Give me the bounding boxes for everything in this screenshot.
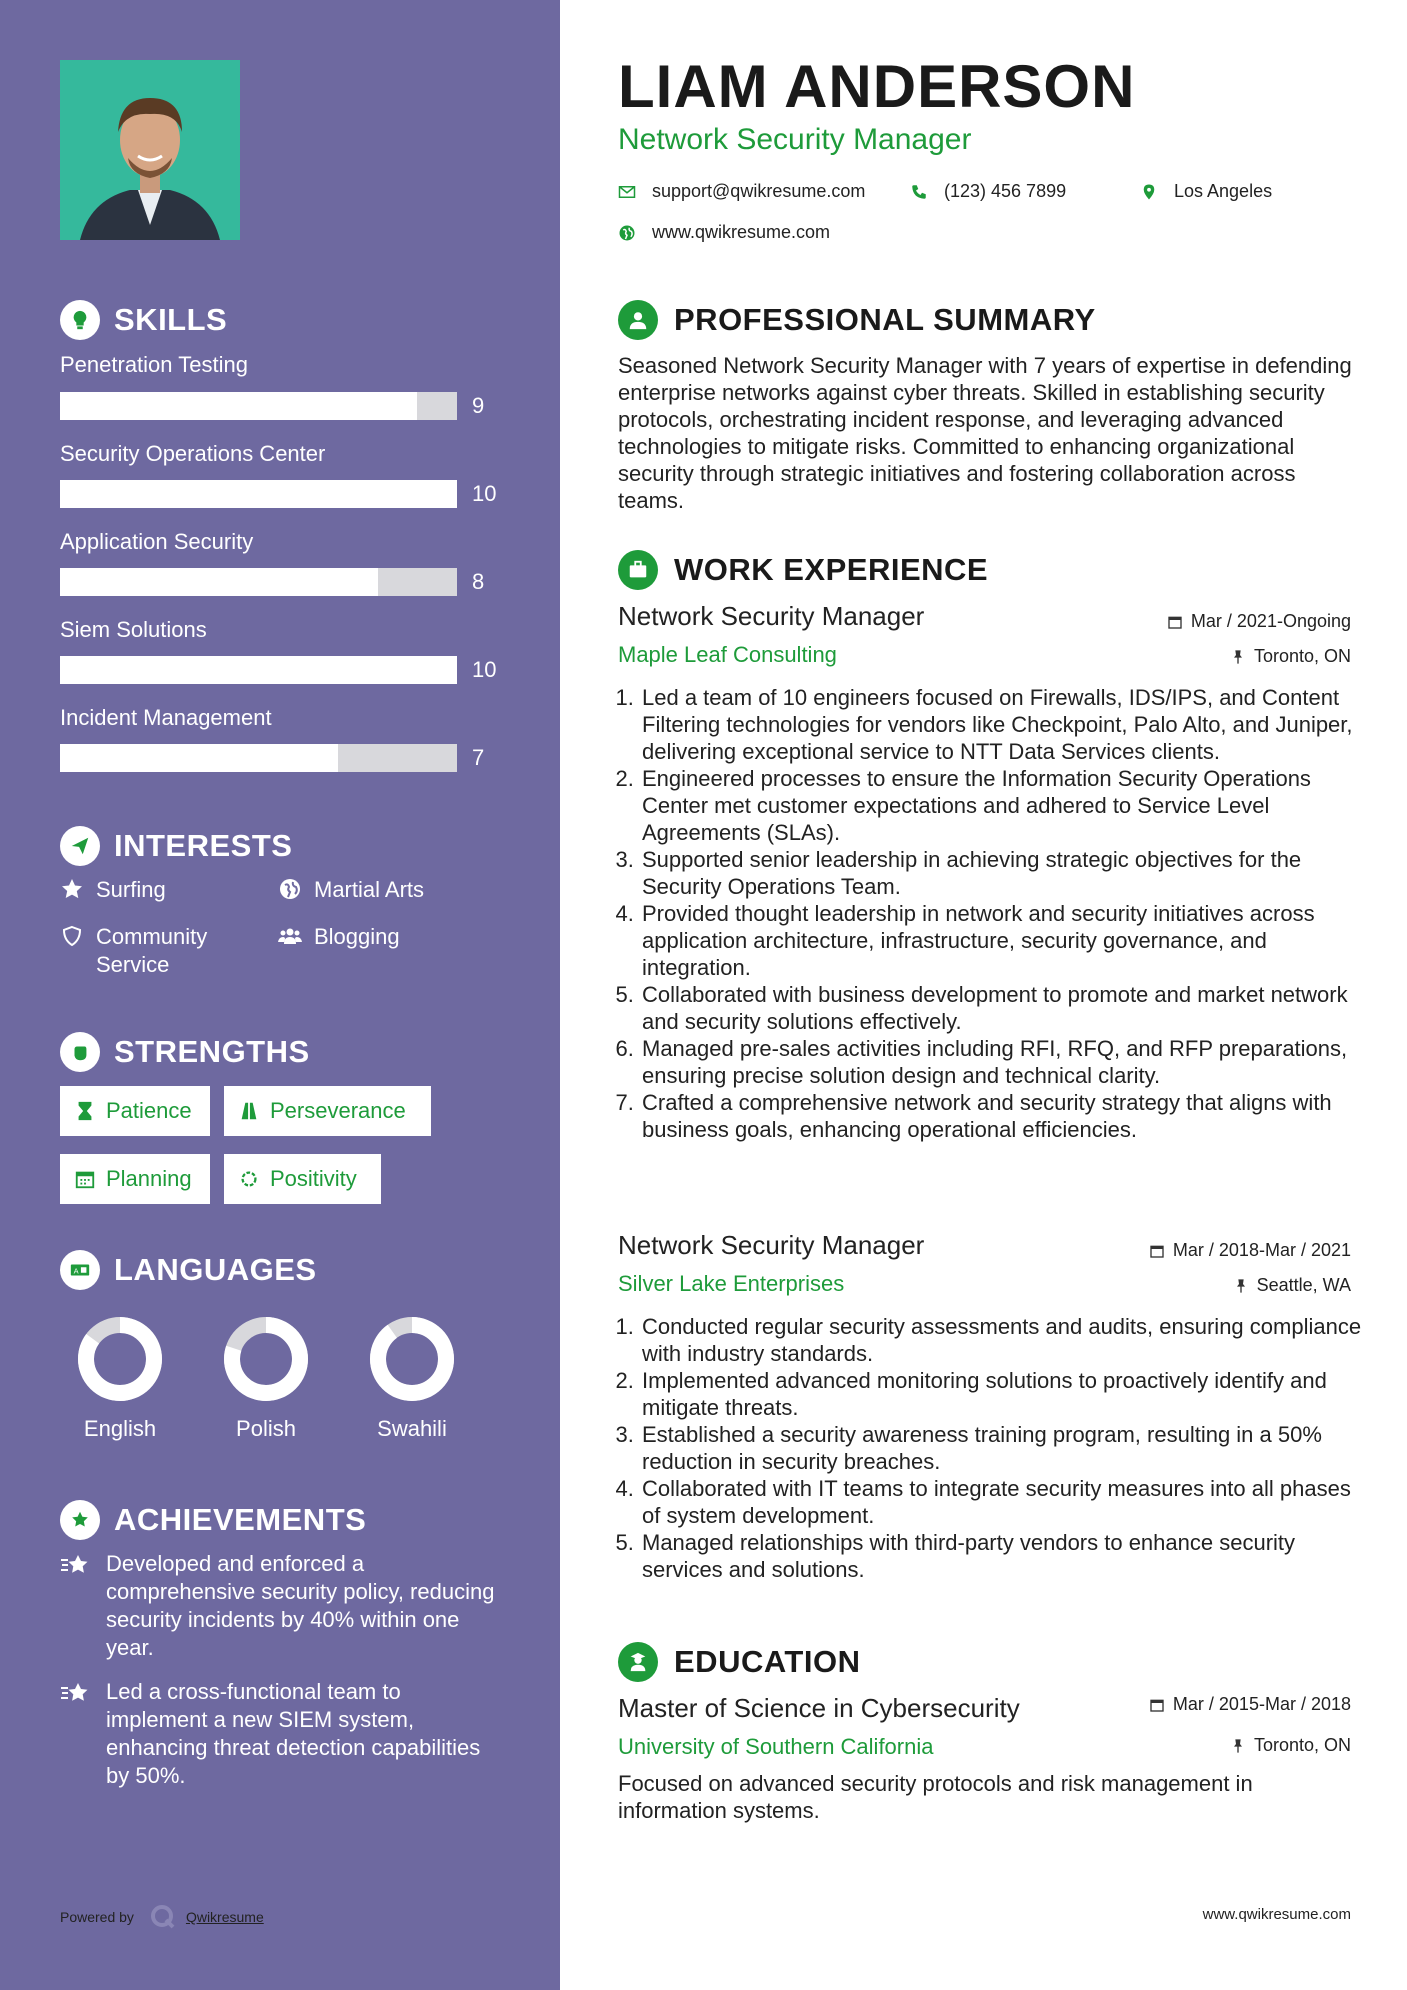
skill-value: 9 bbox=[472, 393, 485, 418]
skills-title: SKILLS bbox=[114, 302, 228, 337]
list-item: 1. Led a team of 10 engineers focused on Firewalls, IDS/IPS, and Content Filtering technologies for vendors like Checkpoint, Palo Alto, and Juniper, delivering exceptional service to NTT Data Services clients. bbox=[640, 684, 1370, 765]
qwikresume-logo-icon bbox=[150, 1904, 176, 1930]
list-item: 3. Supported senior leadership in achieving strategic objectives for the Security Operations Team. bbox=[640, 846, 1370, 900]
job-date bbox=[1149, 1240, 1351, 1261]
interest-label: Surfing bbox=[96, 877, 166, 902]
globe-icon bbox=[618, 224, 636, 242]
skill-bar-fill bbox=[60, 656, 457, 684]
list-item: 1. Conducted regular security assessments and audits, ensuring compliance with industry standards. bbox=[640, 1313, 1370, 1367]
powered-by-label: Powered by bbox=[60, 1909, 134, 1925]
job-date bbox=[1167, 611, 1351, 632]
skill-bar bbox=[60, 744, 457, 772]
road-icon bbox=[238, 1100, 260, 1122]
skill-name: Application Security bbox=[60, 529, 254, 554]
skill-bar bbox=[60, 656, 457, 684]
skill-bar-fill bbox=[60, 392, 417, 420]
language-label: Swahili bbox=[377, 1416, 447, 1441]
strength-badge bbox=[224, 1086, 431, 1136]
footer-website[interactable]: www.qwikresume.com bbox=[1202, 1906, 1351, 1923]
job-location-text: Toronto, ON bbox=[1253, 646, 1351, 666]
job-location bbox=[1230, 646, 1351, 667]
experience-heading bbox=[618, 550, 988, 590]
languages-heading bbox=[60, 1250, 317, 1290]
language-label: English bbox=[83, 1416, 157, 1441]
interest-label: Community Service bbox=[96, 924, 208, 977]
education-degree: Master of Science in Cybersecurity bbox=[618, 1693, 1020, 1723]
pushpin-icon bbox=[1230, 1738, 1246, 1754]
skill-bar-fill bbox=[60, 744, 338, 772]
job-role: Network Security Manager bbox=[618, 601, 925, 631]
skill-value: 8 bbox=[472, 569, 485, 594]
main-content bbox=[560, 0, 1407, 1990]
achievement-item bbox=[60, 1550, 500, 1662]
job-company: Maple Leaf Consulting bbox=[618, 642, 837, 667]
skill-value: 10 bbox=[472, 481, 497, 506]
education-school: University of Southern California bbox=[618, 1734, 934, 1759]
graduate-icon bbox=[618, 1642, 658, 1682]
profile-photo bbox=[60, 60, 240, 240]
achievement-text: Led a cross-functional team to implement a new SIEM system, enhancing threat detection capabilities by 50%. bbox=[106, 1679, 481, 1788]
achievements-title: ACHIEVEMENTS bbox=[114, 1502, 367, 1537]
language-donut bbox=[77, 1316, 163, 1402]
job-date-text: Mar / 2018-Mar / 2021 bbox=[1172, 1240, 1351, 1260]
skill-bar-fill bbox=[60, 480, 457, 508]
language-item bbox=[60, 1316, 180, 1442]
gear-icon bbox=[238, 1168, 260, 1190]
contact-phone[interactable] bbox=[910, 181, 1066, 202]
location-text: Los Angeles bbox=[1174, 181, 1273, 201]
language-item bbox=[352, 1316, 472, 1442]
list-item: 6. Managed pre-sales activities including RFI, RFQ, and RFP preparations, ensuring precise solution design and technical clarity. bbox=[640, 1035, 1370, 1089]
users-icon bbox=[278, 924, 304, 950]
calendar-icon bbox=[1149, 1697, 1165, 1713]
contact-location bbox=[1140, 181, 1272, 202]
skill-bar bbox=[60, 392, 457, 420]
email-text: support@qwikresume.com bbox=[652, 181, 866, 201]
languages-title: LANGUAGES bbox=[114, 1252, 317, 1287]
list-item: 2. Implemented advanced monitoring solutions to proactively identify and mitigate threats. bbox=[640, 1367, 1370, 1421]
strength-badge bbox=[60, 1086, 210, 1136]
job-date-text: Mar / 2021-Ongoing bbox=[1190, 611, 1351, 631]
calendar-icon bbox=[1149, 1243, 1165, 1259]
strength-badge bbox=[60, 1154, 210, 1204]
interests-heading bbox=[60, 826, 292, 866]
job-duties-list bbox=[618, 684, 1370, 1143]
education-heading bbox=[618, 1642, 860, 1682]
contact-website[interactable] bbox=[618, 222, 830, 243]
award-star-icon bbox=[60, 1500, 100, 1540]
list-item: 4. Provided thought leadership in network and security initiatives across application architecture, infrastructure, security governance, and integration. bbox=[640, 900, 1370, 981]
language-icon bbox=[60, 1250, 100, 1290]
job-duties-list bbox=[618, 1313, 1370, 1583]
qwikresume-link[interactable]: Qwikresume bbox=[185, 1909, 264, 1925]
contact-email[interactable] bbox=[618, 181, 865, 202]
language-donut-fill bbox=[378, 1325, 446, 1393]
language-donut bbox=[369, 1316, 455, 1402]
interest-item bbox=[278, 876, 498, 904]
skill-name: Security Operations Center bbox=[60, 441, 326, 466]
list-item: 2. Engineered processes to ensure the Information Security Operations Center met customer expectations and adhered to Service Level Agreements (SLAs). bbox=[640, 765, 1370, 846]
skill-name: Penetration Testing bbox=[60, 352, 248, 377]
strength-label: Positivity bbox=[270, 1166, 357, 1191]
interest-item bbox=[60, 923, 250, 979]
list-item: 7. Crafted a comprehensive network and security strategy that aligns with business goals, enhancing operational efficiencies. bbox=[640, 1089, 1370, 1143]
job-location-text: Seattle, WA bbox=[1256, 1275, 1351, 1295]
job-location bbox=[1233, 1275, 1351, 1296]
strength-badge bbox=[224, 1154, 381, 1204]
skill-bar bbox=[60, 480, 457, 508]
phone-text: (123) 456 7899 bbox=[944, 181, 1067, 201]
education-title: EDUCATION bbox=[674, 1644, 861, 1679]
candidate-title: Network Security Manager bbox=[618, 123, 972, 156]
briefcase-icon bbox=[618, 550, 658, 590]
strength-label: Patience bbox=[106, 1098, 192, 1123]
strength-label: Planning bbox=[106, 1166, 192, 1191]
language-label: Polish bbox=[236, 1416, 296, 1441]
strengths-heading bbox=[60, 1032, 310, 1072]
education-location bbox=[1230, 1735, 1351, 1756]
user-icon bbox=[618, 300, 658, 340]
hourglass-icon bbox=[74, 1100, 96, 1122]
summary-title: PROFESSIONAL SUMMARY bbox=[674, 302, 1096, 337]
sidebar bbox=[0, 0, 560, 1990]
lightbulb-icon bbox=[60, 300, 100, 340]
star-icon bbox=[60, 877, 86, 903]
map-pin-icon bbox=[1140, 183, 1158, 201]
phone-icon bbox=[910, 183, 928, 201]
language-item bbox=[206, 1316, 326, 1442]
job-role: Network Security Manager bbox=[618, 1230, 925, 1260]
summary-text: Seasoned Network Security Manager with 7 years of expertise in defending enterprise networks against cyber threats. Skilled in establishing security protocols, orchestrating incident response, and leveraging advanced technologies to mitigate risks. Committed to enhancing organizational security through strategic initiatives and fostering collaboration across teams. bbox=[618, 353, 1352, 513]
interest-item bbox=[278, 923, 498, 951]
shooting-star-icon bbox=[60, 1680, 92, 1708]
candidate-name: LIAM ANDERSON bbox=[618, 53, 1136, 120]
list-item: 4. Collaborated with IT teams to integrate security measures into all phases of system development. bbox=[640, 1475, 1370, 1529]
achievements-heading bbox=[60, 1500, 366, 1540]
skill-bar bbox=[60, 568, 457, 596]
pushpin-icon bbox=[1230, 649, 1246, 665]
education-location-text: Toronto, ON bbox=[1253, 1735, 1351, 1755]
skill-name: Siem Solutions bbox=[60, 617, 207, 642]
education-date bbox=[1149, 1694, 1351, 1715]
paper-plane-icon bbox=[60, 826, 100, 866]
interest-label: Martial Arts bbox=[314, 877, 425, 902]
calendar-icon bbox=[1167, 614, 1183, 630]
summary-heading bbox=[618, 300, 1096, 340]
strengths-title: STRENGTHS bbox=[114, 1034, 310, 1069]
achievement-item bbox=[60, 1678, 500, 1790]
envelope-icon bbox=[618, 183, 636, 201]
language-donut bbox=[223, 1316, 309, 1402]
skills-heading bbox=[60, 300, 227, 340]
strength-label: Perseverance bbox=[270, 1098, 406, 1123]
shield-icon bbox=[60, 924, 86, 950]
job-company: Silver Lake Enterprises bbox=[618, 1271, 845, 1296]
powered-by bbox=[60, 1904, 264, 1930]
calendar-icon bbox=[74, 1168, 96, 1190]
skill-bar-fill bbox=[60, 568, 378, 596]
interests-title: INTERESTS bbox=[114, 828, 293, 863]
list-item: 3. Established a security awareness training program, resulting in a 50% reduction in security breaches. bbox=[640, 1421, 1370, 1475]
fist-icon bbox=[60, 1032, 100, 1072]
skill-name: Incident Management bbox=[60, 705, 272, 730]
interest-item bbox=[60, 876, 260, 904]
experience-title: WORK EXPERIENCE bbox=[674, 552, 989, 587]
list-item: 5. Collaborated with business development to promote and market network and security solutions effectively. bbox=[640, 981, 1370, 1035]
pushpin-icon bbox=[1233, 1278, 1249, 1294]
shooting-star-icon bbox=[60, 1552, 92, 1580]
website-text: www.qwikresume.com bbox=[652, 222, 831, 242]
education-date-text: Mar / 2015-Mar / 2018 bbox=[1172, 1694, 1351, 1714]
interest-label: Blogging bbox=[314, 924, 400, 949]
education-text: Focused on advanced security protocols and risk management in information systems. bbox=[618, 1771, 1253, 1823]
svg-text:A: A bbox=[73, 1266, 79, 1276]
list-item: 5. Managed relationships with third-party vendors to enhance security services and solutions. bbox=[640, 1529, 1370, 1583]
globe-icon bbox=[278, 877, 304, 903]
skill-value: 10 bbox=[472, 657, 497, 682]
skill-value: 7 bbox=[472, 745, 485, 770]
person-photo-icon bbox=[60, 60, 240, 240]
achievement-text: Developed and enforced a comprehensive security policy, reducing security incidents by 40% within one year. bbox=[106, 1551, 495, 1660]
